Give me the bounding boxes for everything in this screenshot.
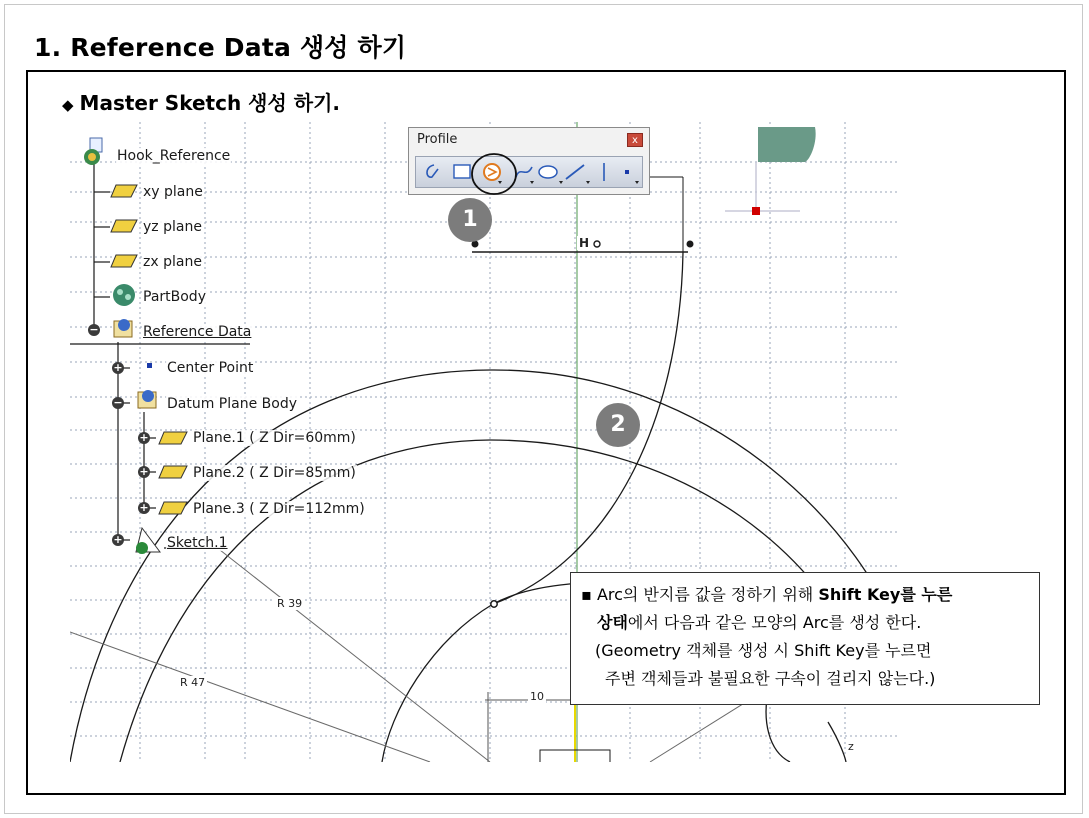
line-icon[interactable] xyxy=(566,165,584,179)
expand-icon[interactable]: + xyxy=(139,465,149,478)
collapse-icon[interactable]: − xyxy=(89,323,99,336)
section-subtitle xyxy=(62,87,340,116)
plane-icon[interactable] xyxy=(110,219,138,233)
toolbar-strip xyxy=(415,156,643,188)
callout-line-4: 주변 객체들과 불필요한 구속이 걸리지 않는다.) xyxy=(605,669,936,688)
subtitle-text: Master Sketch 생성 하기. xyxy=(79,91,340,115)
dimension-10[interactable]: 10 xyxy=(530,690,544,703)
square-bullet-icon: ▪ xyxy=(581,585,592,604)
radius-line-r47 xyxy=(70,632,430,762)
rectangle-icon[interactable] xyxy=(454,165,470,178)
tree-item-root[interactable]: Hook_Reference xyxy=(117,148,231,164)
compass-shape xyxy=(758,127,816,162)
instruction-callout xyxy=(570,572,1040,705)
callout-line-3: (Geometry 객체를 생성 시 Shift Key를 누르면 xyxy=(595,641,932,660)
arc-tool-highlight-ring xyxy=(470,150,520,200)
point-icon[interactable] xyxy=(144,360,156,372)
toolbar-icons xyxy=(416,157,642,187)
ellipse-icon[interactable] xyxy=(539,166,557,178)
expand-icon[interactable]: + xyxy=(113,533,123,546)
tree-item-center-point[interactable]: Center Point xyxy=(167,360,254,376)
endpoint-right xyxy=(687,241,694,248)
part-root-icon[interactable] xyxy=(82,137,108,167)
z-axis-label: z xyxy=(848,740,854,753)
profile-toolbar[interactable] xyxy=(408,127,650,195)
tree-item-plane3[interactable]: Plane.3 ( Z Dir=112mm) xyxy=(193,501,365,517)
geometrical-set-icon[interactable] xyxy=(110,315,138,341)
plane-icon[interactable] xyxy=(158,431,188,445)
tree-item-plane1[interactable]: Plane.1 ( Z Dir=60mm) xyxy=(193,430,356,446)
tree-item-zx-plane[interactable]: zx plane xyxy=(143,254,202,270)
lower-curve-b xyxy=(828,722,846,762)
collapse-icon[interactable]: − xyxy=(113,396,123,409)
tree-item-datum-plane-body[interactable]: Datum Plane Body xyxy=(167,396,297,412)
point-icon[interactable] xyxy=(625,170,629,174)
origin-point xyxy=(752,207,760,215)
callout-line-2: 상태에서 다음과 같은 모양의 Arc를 생성 한다. xyxy=(597,613,922,632)
horizontal-constraint-label: H xyxy=(579,236,590,250)
expand-icon[interactable]: + xyxy=(113,361,123,374)
arc-endpoint xyxy=(491,601,497,607)
tree-item-plane2[interactable]: Plane.2 ( Z Dir=85mm) xyxy=(193,465,356,481)
tree-item-xy-plane[interactable]: xy plane xyxy=(143,184,203,200)
expand-icon[interactable]: + xyxy=(139,501,149,514)
midpoint-circle xyxy=(594,241,600,247)
tree-item-partbody[interactable]: PartBody xyxy=(143,289,206,305)
dimension-r47[interactable]: R 47 xyxy=(180,676,206,689)
plane-icon[interactable] xyxy=(158,501,188,515)
plane-icon[interactable] xyxy=(158,465,188,479)
diamond-bullet-icon: ◆ xyxy=(62,96,74,114)
radius-line-r39 xyxy=(220,550,490,762)
page-title: 1. Reference Data 생성 하기 xyxy=(34,33,407,62)
sketch-icon[interactable] xyxy=(132,526,162,556)
tree-item-sketch1[interactable]: Sketch.1 xyxy=(167,535,228,551)
profile-icon[interactable] xyxy=(427,165,438,177)
plane-icon[interactable] xyxy=(110,184,138,198)
tree-item-reference-data[interactable]: Reference Data xyxy=(143,324,252,340)
expand-icon[interactable]: + xyxy=(139,431,149,444)
step-1-marker: 1 xyxy=(448,198,492,242)
callout-line-1: ▪ Arc의 반지름 값을 정하기 위해 Shift Key를 누른 xyxy=(581,585,953,604)
tree-item-yz-plane[interactable]: yz plane xyxy=(143,219,202,235)
plane-icon[interactable] xyxy=(110,254,138,268)
partbody-icon[interactable] xyxy=(110,282,138,308)
geometrical-set-icon[interactable] xyxy=(134,386,162,412)
close-icon[interactable]: x xyxy=(627,133,643,147)
toolbar-title: Profile xyxy=(417,132,458,147)
dimension-r39[interactable]: R 39 xyxy=(277,597,303,610)
step-2-marker: 2 xyxy=(596,403,640,447)
